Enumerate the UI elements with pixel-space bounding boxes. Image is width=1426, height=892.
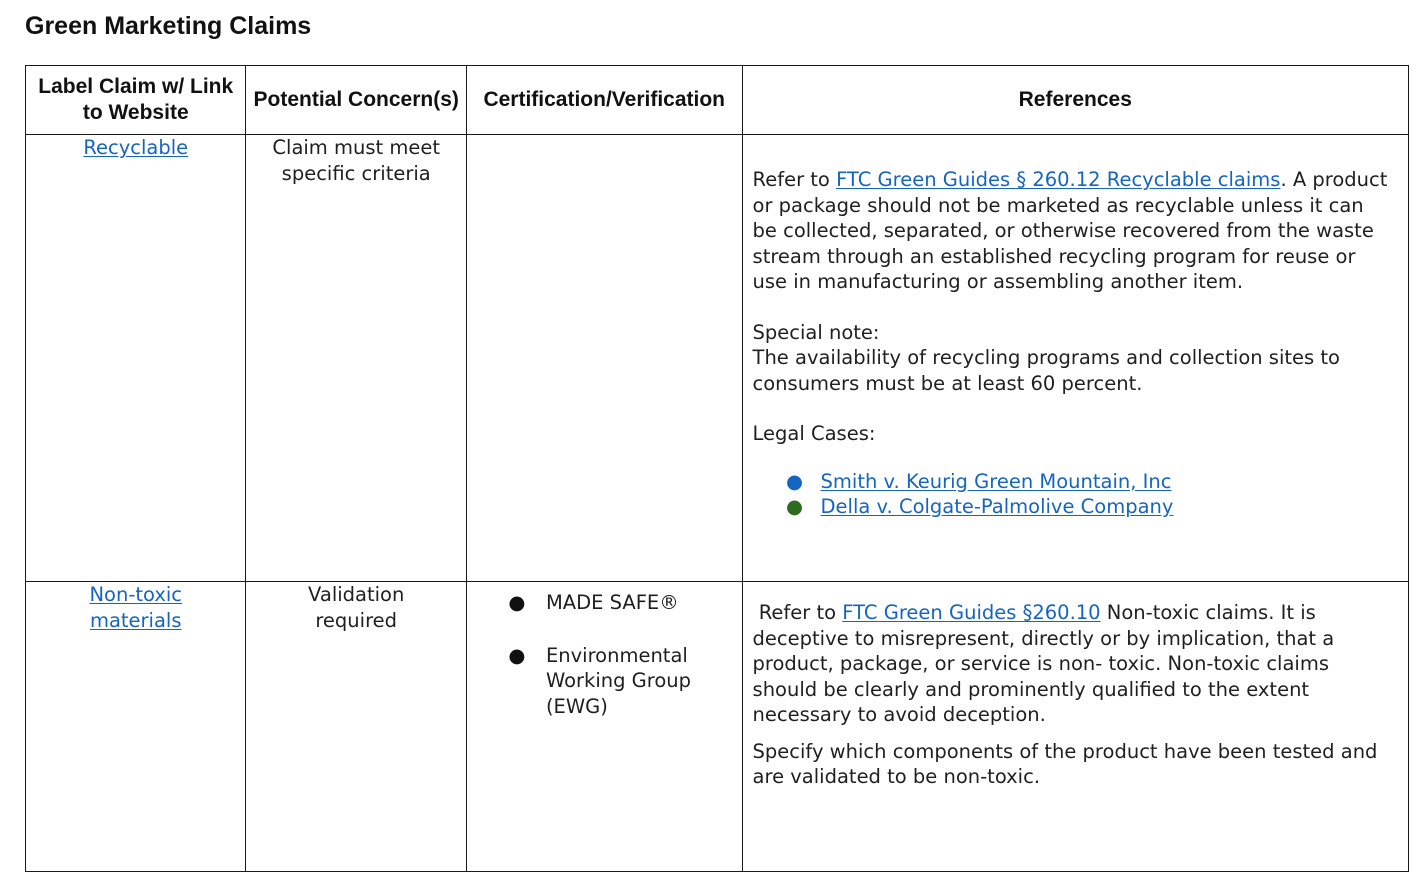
table-row xyxy=(26,135,1409,582)
references-cell xyxy=(742,582,1408,872)
bullet-icon: ● xyxy=(786,495,804,518)
concern-cell xyxy=(246,582,466,872)
certification-cell xyxy=(466,135,742,582)
references-cell xyxy=(742,135,1408,582)
certification-made-safe: MADE SAFE® xyxy=(545,591,679,614)
certification-ewg: Environmental Working Group (EWG) xyxy=(545,643,692,718)
reference-paragraph xyxy=(753,600,1390,728)
header-references: References xyxy=(742,66,1408,135)
concern-text: Claim must meet specific criteria xyxy=(272,136,440,185)
special-note-text: The availability of recycling programs and collection sites to consumers must be at least 60 percent. xyxy=(752,346,1340,395)
certification-list xyxy=(467,582,742,719)
bullet-icon: ● xyxy=(786,469,804,493)
claim-cell xyxy=(26,135,246,582)
list-item xyxy=(785,469,1390,495)
page-title: Green Marketing Claims xyxy=(25,12,312,40)
bullet-icon: ● xyxy=(508,591,526,614)
concern-cell xyxy=(246,135,466,582)
reference-body: . A product or package should not be marketed as recyclable unless it can be collected, separated, or otherwise recovered from the waste stream through an established recycling program for reuse or use in manufacturing or assembling another item. xyxy=(752,168,1388,293)
header-certification: Certification/Verification xyxy=(466,66,742,135)
legal-cases-label: Legal Cases: xyxy=(752,422,876,445)
reference-intro: Refer to xyxy=(752,601,843,624)
special-note-label: Special note: xyxy=(752,320,880,344)
claim-cell xyxy=(26,582,246,872)
reference-intro: Refer to xyxy=(752,168,837,191)
legal-cases-list xyxy=(753,469,1390,520)
claim-link-non-toxic[interactable]: Non-toxic materials xyxy=(89,583,183,632)
header-potential-concerns: Potential Concern(s) xyxy=(246,66,466,135)
table-header-row xyxy=(26,66,1409,135)
concern-text: Validation required xyxy=(308,583,405,632)
ftc-recyclable-link[interactable]: FTC Green Guides § 260.12 Recyclable claims xyxy=(836,168,1281,191)
claim-link-recyclable[interactable]: Recyclable xyxy=(83,136,189,159)
bullet-icon: ● xyxy=(508,643,526,667)
certification-cell xyxy=(466,582,742,872)
ftc-non-toxic-link[interactable]: FTC Green Guides §260.10 xyxy=(842,601,1101,624)
list-item xyxy=(509,643,742,720)
header-label-claim: Label Claim w/ Link to Website xyxy=(26,66,246,135)
reference-body: Non-toxic claims. It is deceptive to misrepresent, directly or by implication, that a product, package, or service is non- toxic. Non-toxic claims should be clearly and prominently qualified to the extent necessary to avoid deception. xyxy=(752,601,1335,726)
reference-second-paragraph: Specify which components of the product have been tested and are validated to be non-toxic. xyxy=(752,739,1378,788)
list-item xyxy=(509,590,742,616)
case-link-keurig[interactable]: Smith v. Keurig Green Mountain, Inc xyxy=(820,469,1172,493)
table-row xyxy=(26,582,1409,872)
claims-table xyxy=(25,65,1409,872)
reference-paragraph xyxy=(753,167,1390,295)
list-item xyxy=(785,494,1390,520)
case-link-colgate[interactable]: Della v. Colgate-Palmolive Company xyxy=(820,495,1174,518)
